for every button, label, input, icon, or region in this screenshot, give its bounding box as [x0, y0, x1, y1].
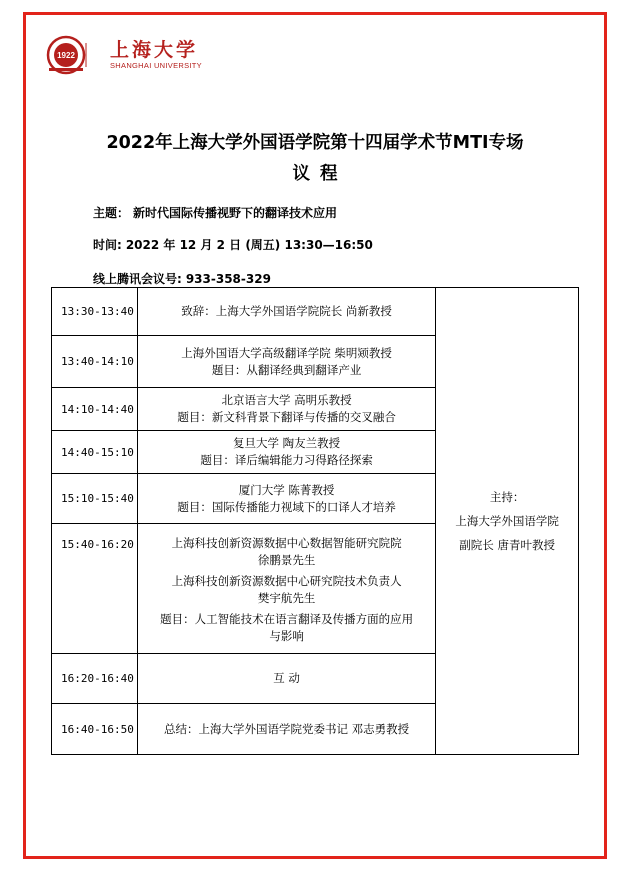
agenda-time: 14:10-14:40 [52, 388, 138, 431]
meeting-id: 933-358-329 [185, 272, 271, 286]
agenda-description [137, 431, 435, 474]
agenda-time: 16:20-16:40 [52, 654, 138, 704]
agenda-line: 题目：国际传播能力视域下的口译人才培养 [177, 499, 396, 514]
agenda-line: 上海外国语大学高级翻译学院 柴明颎教授 [181, 345, 392, 360]
time-value: 2022 年 12 月 2 日 (周五) 13:30—16:50 [125, 238, 373, 252]
theme-line [93, 204, 337, 221]
meeting-label: 线上腾讯会议号: [93, 272, 182, 286]
university-seal-icon [46, 35, 104, 75]
host-label: 主持： [489, 490, 525, 504]
agenda-line: 上海科技创新资源数据中心研究院技术负责人 [171, 573, 402, 588]
agenda-description [137, 288, 435, 336]
agenda-time: 15:10-15:40 [52, 474, 138, 524]
agenda-line: 复旦大学 陶友兰教授 [233, 436, 341, 450]
agenda-description [137, 336, 435, 388]
agenda-line: 题目：从翻译经典到翻译产业 [211, 362, 362, 377]
agenda-description [137, 388, 435, 431]
agenda-description [137, 524, 435, 654]
agenda-time: 13:40-14:10 [52, 336, 138, 388]
theme-label: 主题： [93, 206, 130, 220]
agenda-line: 致辞：上海大学外国语学院院长 尚新教授 [181, 304, 392, 318]
time-label: 时间: [93, 238, 122, 252]
agenda-table [51, 287, 579, 755]
host-affiliation: 上海大学外国语学院 [455, 514, 559, 528]
agenda-time: 16:40-16:50 [52, 704, 138, 755]
agenda-line: 北京语言大学 高明乐教授 [221, 393, 352, 407]
agenda-line: 题目：人工智能技术在语言翻译及传播方面的应用 [160, 611, 414, 626]
brand-name-cn: 上海大学 [110, 39, 199, 61]
agenda-description [137, 704, 435, 755]
agenda-time: 15:40-16:20 [52, 524, 138, 654]
theme-value: 新时代国际传播视野下的翻译技术应用 [133, 206, 338, 220]
time-line [93, 236, 373, 253]
document-subtitle: 议程 [292, 164, 348, 184]
agenda-line: 徐鹏景先生 [257, 552, 316, 567]
agenda-time: 13:30-13:40 [52, 288, 138, 336]
host-cell [436, 288, 579, 755]
brand-name-en: SHANGHAI UNIVERSITY [110, 61, 202, 70]
agenda-line: 互 动 [273, 671, 300, 685]
seal-year: 1922 [57, 51, 75, 60]
agenda-description [137, 654, 435, 704]
university-logo [46, 33, 206, 77]
document-title: 2022年上海大学外国语学院第十四届学术节MTI专场 [106, 133, 524, 153]
host-name: 副院长 唐青叶教授 [459, 538, 555, 552]
agenda-line: 题目：新文科背景下翻译与传播的交叉融合 [177, 410, 396, 424]
agenda-line: 厦门大学 陈菁教授 [238, 482, 335, 497]
agenda-line: 总结：上海大学外国语学院党委书记 邓志勇教授 [164, 721, 410, 736]
agenda-description [137, 474, 435, 524]
table-row [52, 288, 579, 336]
meeting-line [93, 270, 271, 287]
agenda-time: 14:40-15:10 [52, 431, 138, 474]
agenda-line: 上海科技创新资源数据中心数据智能研究院院 [171, 535, 402, 550]
agenda-line: 题目：译后编辑能力习得路径探索 [200, 453, 373, 467]
agenda-line: 与影响 [269, 628, 304, 643]
agenda-line: 樊宇航先生 [257, 590, 316, 605]
